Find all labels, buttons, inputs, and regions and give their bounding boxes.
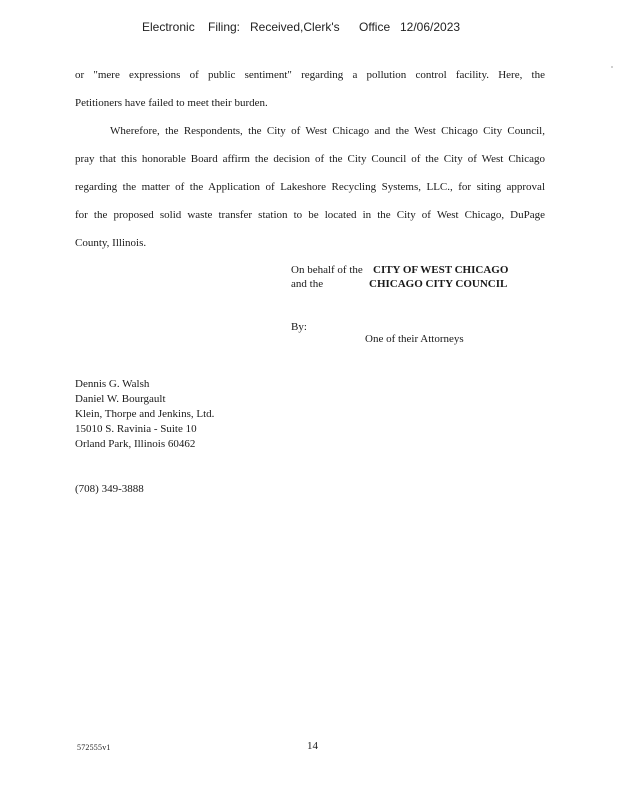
paragraph2-line3: regarding the matter of the Application of Lakeshore Recycling Systems, LLC., for siting approval xyxy=(75,181,545,193)
attorneys-label: One of their Attorneys xyxy=(365,333,464,345)
paragraph2-line5: County, Illinois. xyxy=(75,237,147,249)
paragraph2-line4: for the proposed solid waste transfer station to be located in the City of West Chicago, DuPage xyxy=(75,209,545,221)
header-filing: Filing: xyxy=(208,20,241,34)
address-line-street: 15010 S. Ravinia - Suite 10 xyxy=(75,423,197,435)
attorney-address-block xyxy=(75,377,214,452)
paragraph2-line2: pray that this honorable Board affirm the decision of the City Council of the City of West Chicago xyxy=(75,153,545,165)
page-number: 14 xyxy=(307,740,318,752)
header-office: Office xyxy=(359,20,391,34)
paragraph2-line1: Wherefore, the Respondents, the City of West Chicago and the West Chicago City Council, xyxy=(110,125,545,137)
paragraph1-line2: Petitioners have failed to meet their burden. xyxy=(75,97,268,109)
entity-city-of-west-chicago: CITY OF WEST CHICAGO xyxy=(373,264,509,276)
header-date: 12/06/2023 xyxy=(400,20,461,34)
header-received-clerks: Received,Clerk's xyxy=(250,20,340,34)
margin-mark xyxy=(611,66,613,68)
address-line-name1: Dennis G. Walsh xyxy=(75,378,150,390)
header-electronic: Electronic xyxy=(142,20,195,34)
phone-number: (708) 349-3888 xyxy=(75,483,144,495)
address-line-name2: Daniel W. Bourgault xyxy=(75,393,166,405)
document-code: 572555v1 xyxy=(77,743,111,752)
address-line-firm: Klein, Thorpe and Jenkins, Ltd. xyxy=(75,408,215,420)
address-line-city: Orland Park, Illinois 60462 xyxy=(75,438,196,450)
paragraph1-line1: or "mere expressions of public sentiment" regarding a pollution control facility. Here, the xyxy=(75,69,545,81)
by-label: By: xyxy=(291,321,307,333)
and-the-label: and the xyxy=(291,278,324,290)
on-behalf-prefix: On behalf of the xyxy=(291,264,363,276)
entity-chicago-city-council: CHICAGO CITY COUNCIL xyxy=(369,278,508,290)
